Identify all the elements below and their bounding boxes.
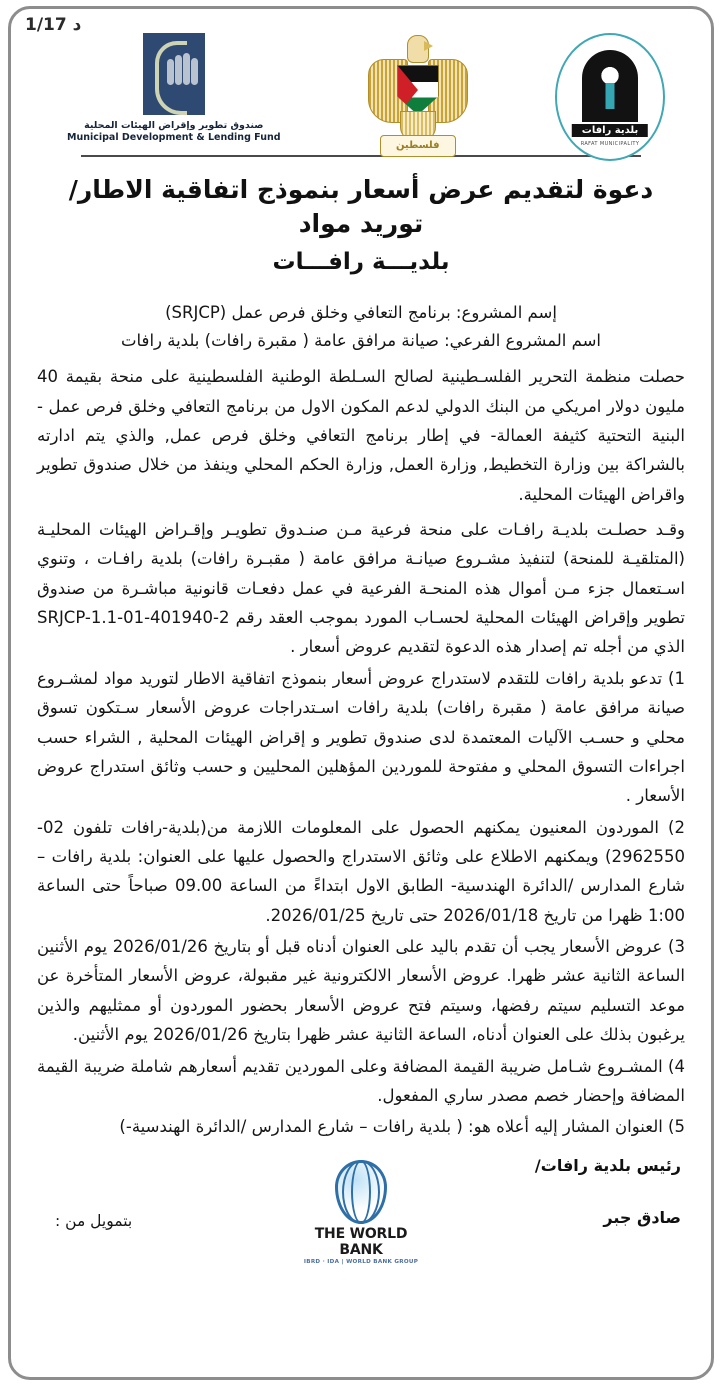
mdlf-emblem-icon xyxy=(143,33,205,115)
world-bank-name: THE WORLD BANK xyxy=(314,1225,408,1258)
clause-item-1: 1) تدعو بلدية رافات للتقدم لاستدراج عروض أسعار بنموذج اتفاقية الاطار لتوريد مواد لمشـروع صيانة مرافق عامة ( مقبرة رافات) بلدية رافات اسـتدراجات عروض الأسعار سـتكون تسوق محلي و حسـب الآليات المعتمدة لدى صندوق تطوير و إقراض الهيئات المحلية , الشراء حسب اجراءات التسوق المحلي و مفتوحة للموردين المؤهلين المحليين و حسب وثائق استدراج عروض الأسعار . xyxy=(37,668,685,806)
rafat-municipality-seal xyxy=(555,33,665,161)
world-bank-subtitle: IBRD · IDA | WORLD BANK GROUP xyxy=(303,1258,419,1265)
clause-item-3: 3) عروض الأسعار يجب أن تقدم باليد على العنوان أدناه قبل أو بتاريخ 2026/01/26 يوم الأثنين الساعة الثانية عشر ظهرا. عروض الأسعار الالكترونية غير مقبولة، عروض الأسعار المتأخرة عن موعد التسليم سيتم رفضها، وسيتم فتح عروض الأسعار بحضور الموردون أو ممثليهم والذين يرغبون بذلك على العنوان أدناه، الساعة الثانية عشر ظهرا بتاريخ 2026/01/26 يوم الأثنين. xyxy=(37,937,685,1045)
clause-item-2: 2) الموردون المعنيون يمكنهم الحصول على المعلومات اللازمة من(بلدية-رافات تلفون 02-2962550) ويمكنهم الاطلاع على وثائق الاستدراج والحصول عليها على العنوان: بلدية رافات – شارع المدارس /الدائرة الهندسية- الطابق الاول ابتداءً من الساعة 09.00 صباحاً حتى الساعة 1:00 ظهرا من تاريخ 2026/01/18 حتى تاريخ 2026/01/25. xyxy=(37,817,685,925)
seal-name-en: RAFAT MUNICIPALITY xyxy=(580,141,640,147)
mdlf-name-ar: صندوق تطوير وإقراض الهيئات المحلية xyxy=(84,120,264,131)
document-page xyxy=(8,6,714,1380)
signature-name: صادق جبر xyxy=(603,1207,681,1227)
subproject-name-line: اسم المشروع الفرعي: صيانة مرافق عامة ( مقبرة رافات) بلدية رافات xyxy=(121,331,601,351)
page-subtitle: بلديـــة رافـــات xyxy=(272,248,450,275)
clause-item-4: 4) المشـروع شـامل ضريبة القيمة المضافة وعلى الموردين تقديم أسعارهم شاملة ضريبة القيمة المضافة وإحضار خصم مصدر ساري المفعول. xyxy=(37,1056,685,1105)
world-bank-logo xyxy=(291,1160,431,1265)
funding-label: بتمويل من : xyxy=(55,1211,133,1230)
document-body xyxy=(11,275,711,1142)
seal-icon xyxy=(555,33,665,161)
page-marker: د 1/17 xyxy=(25,15,82,35)
paragraph-grant: حصلت منظمة التحرير الفلسـطينية لصالح السـلطة الوطنية الفلسطينية على منحة بقيمة 40 مليون دولار امريكي من البنك الدولي لدعم المكون الاول من برنامج التعافي وخلق فرص عمل - البنية التحتية كثيفة العمالة- في إطار برنامج التعافي وخلق فرص عمل, والذي يتم ادارته بالشراكة بين وزارة التخطيط, وزارة العمل, وزارة الحكم المحلي وينفذ من خلال صندوق تطوير واقراض الهيئات المحلية. xyxy=(37,367,685,504)
header-logos xyxy=(11,9,711,149)
page-title: دعوة لتقديم عرض أسعار بنموذج اتفاقية الاطار/ توريد مواد xyxy=(68,175,654,238)
signature-area xyxy=(11,1156,711,1266)
globe-icon xyxy=(335,1160,387,1224)
palestine-state-emblem xyxy=(366,33,470,159)
clause-item-5: 5) العنوان المشار إليه أعلاه هو: ( بلدية رافات – شارع المدارس /الدائرة الهندسية-) xyxy=(119,1117,685,1137)
seal-name-ar: بلدية رافات xyxy=(572,124,648,137)
signature-title: رئيس بلدية رافات/ xyxy=(534,1155,681,1175)
eagle-icon xyxy=(366,33,470,159)
paragraph-subgrant: وقـد حصلـت بلديـة رافـات على منحة فرعية مـن صنـدوق تطويـر وإقـراض الهيئات المحليـة (المتلقيـة للمنحة) لتنفيذ مشـروع صيانـة مرافق عامة ( مقبـرة رافات) بلدية رافـات ، وتنوي اسـتعمال جزء مـن أموال هذه المنحـة الفرعية في عمل دفعـات قانونية مباشـرة من صندوق تطوير وإقراض الهيئات المحلية لحسـاب المورد بموجب العقد رقم 2-401940-01-SRJCP-1.1 الذي من أجله تم إصدار هذه الدعوة لتقديم عروض أسعار . xyxy=(37,520,685,657)
mdlf-logo xyxy=(67,33,281,144)
project-name-line: إسم المشروع: برنامج التعافي وخلق فرص عمل (SRJCP) xyxy=(165,302,557,322)
mdlf-name-en: Municipal Development & Lending Fund xyxy=(67,131,281,143)
emblem-banner: فلسطين xyxy=(380,135,456,157)
hand-icon xyxy=(167,53,197,87)
